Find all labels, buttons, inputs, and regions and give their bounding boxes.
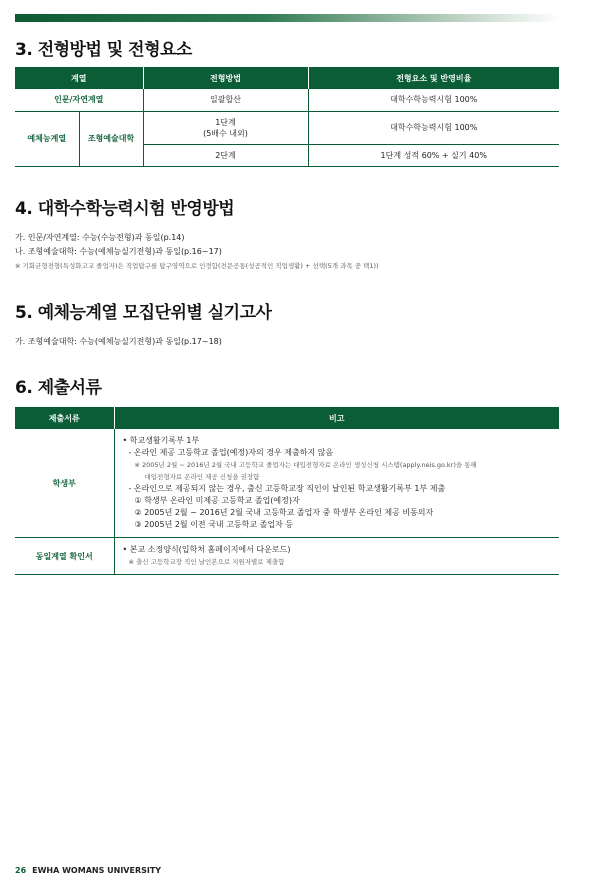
header-method: 전형방법 bbox=[143, 67, 308, 89]
remark-line: • 본교 소정양식(입학처 홈페이지에서 다운로드) bbox=[122, 545, 291, 554]
remark-line: - 온라인으로 제공되지 않는 경우, 출신 고등학교장 직인이 날인된 학교생활기록부 1부 제출 bbox=[128, 484, 446, 493]
remark-line: • 학교생활기록부 1부 bbox=[122, 436, 200, 445]
header-field: 계열 bbox=[15, 67, 143, 89]
cell-remarks bbox=[114, 429, 559, 538]
cell-remarks bbox=[114, 538, 559, 575]
page-number: 26 bbox=[15, 866, 27, 875]
section-6-title: 6. 제출서류 bbox=[15, 378, 102, 398]
cell-ratio: 대학수학능력시험 100% bbox=[308, 89, 559, 111]
remark-line: - 온라인 제공 고등학교 졸업(예정)자의 경우 제출하지 않음 bbox=[128, 448, 334, 457]
header-document: 제출서류 bbox=[15, 407, 114, 429]
table-header-row bbox=[15, 407, 559, 429]
cell-field-humanities: 인문/자연계열 bbox=[15, 89, 143, 111]
section-4-title: 4. 대학수학능력시험 반영방법 bbox=[15, 199, 235, 219]
cell-doc-confirmation: 동일계열 확인서 bbox=[15, 538, 114, 575]
remark-line: ① 학생부 온라인 미제공 고등학교 졸업(예정)자 bbox=[134, 496, 300, 505]
table-row bbox=[15, 89, 559, 111]
section-4-note: ※ 기회균형전형(특성화고교 졸업자)은 직업탐구를 탐구영역으로 인정함(전문공통(성공적인 직업생활) + 선택(5개 과목 중 택1)) bbox=[15, 262, 379, 270]
cell-method-stage1 bbox=[143, 111, 308, 144]
remark-line: ③ 2005년 2월 이전 국내 고등학교 졸업자 등 bbox=[134, 520, 294, 529]
remark-line: ② 2005년 2월 ~ 2016년 2월 국내 고등학교 졸업자 중 학생부 온라인 제공 비동의자 bbox=[134, 508, 434, 517]
table-row bbox=[15, 538, 559, 575]
remark-note: 대입전형자료 온라인 제공 신청을 권장함 bbox=[144, 473, 260, 481]
selection-method-table bbox=[15, 67, 559, 167]
section-5-title: 5. 예체능계열 모집단위별 실기고사 bbox=[15, 303, 272, 323]
cell-field-arts: 예체능계열 bbox=[15, 111, 79, 166]
table-row bbox=[15, 429, 559, 538]
section-4-line-2: 나. 조형예술대학: 수능(예체능실기전형)과 동일(p.16~17) bbox=[15, 247, 222, 256]
remark-note: ※ 2005년 2월 ~ 2016년 2월 국내 고등학교 졸업자는 대입전형자료 온라인 생성신청 시스템(apply.neis.go.kr)을 통해 bbox=[134, 461, 477, 469]
stage1-sub: (5배수 내외) bbox=[203, 128, 248, 138]
header-remarks: 비고 bbox=[114, 407, 559, 429]
cell-ratio: 대학수학능력시험 100% bbox=[308, 111, 559, 144]
documents-table bbox=[15, 407, 559, 575]
stage1-label: 1단계 bbox=[215, 117, 236, 127]
cell-college: 조형예술대학 bbox=[79, 111, 143, 166]
cell-method: 일괄합산 bbox=[143, 89, 308, 111]
cell-ratio: 1단계 성적 60% + 실기 40% bbox=[308, 144, 559, 166]
page-footer bbox=[15, 866, 161, 875]
top-accent-bar bbox=[15, 14, 560, 22]
header-ratio: 전형요소 및 반영비율 bbox=[308, 67, 559, 89]
footer-university-name: EWHA WOMANS UNIVERSITY bbox=[32, 866, 162, 875]
section-3-title: 3. 전형방법 및 전형요소 bbox=[15, 40, 192, 60]
remark-note: ※ 출신 고등학교장 직인 날인본으로 지원자별로 제출함 bbox=[128, 558, 285, 566]
table-header-row bbox=[15, 67, 559, 89]
table-row bbox=[15, 111, 559, 144]
section-5-line-1: 가. 조형예술대학: 수능(예체능실기전형)과 동일(p.17~18) bbox=[15, 337, 222, 346]
cell-method-stage2: 2단계 bbox=[143, 144, 308, 166]
section-4-line-1: 가. 인문/자연계열: 수능(수능전형)과 동일(p.14) bbox=[15, 233, 185, 242]
cell-doc-record: 학생부 bbox=[15, 429, 114, 538]
